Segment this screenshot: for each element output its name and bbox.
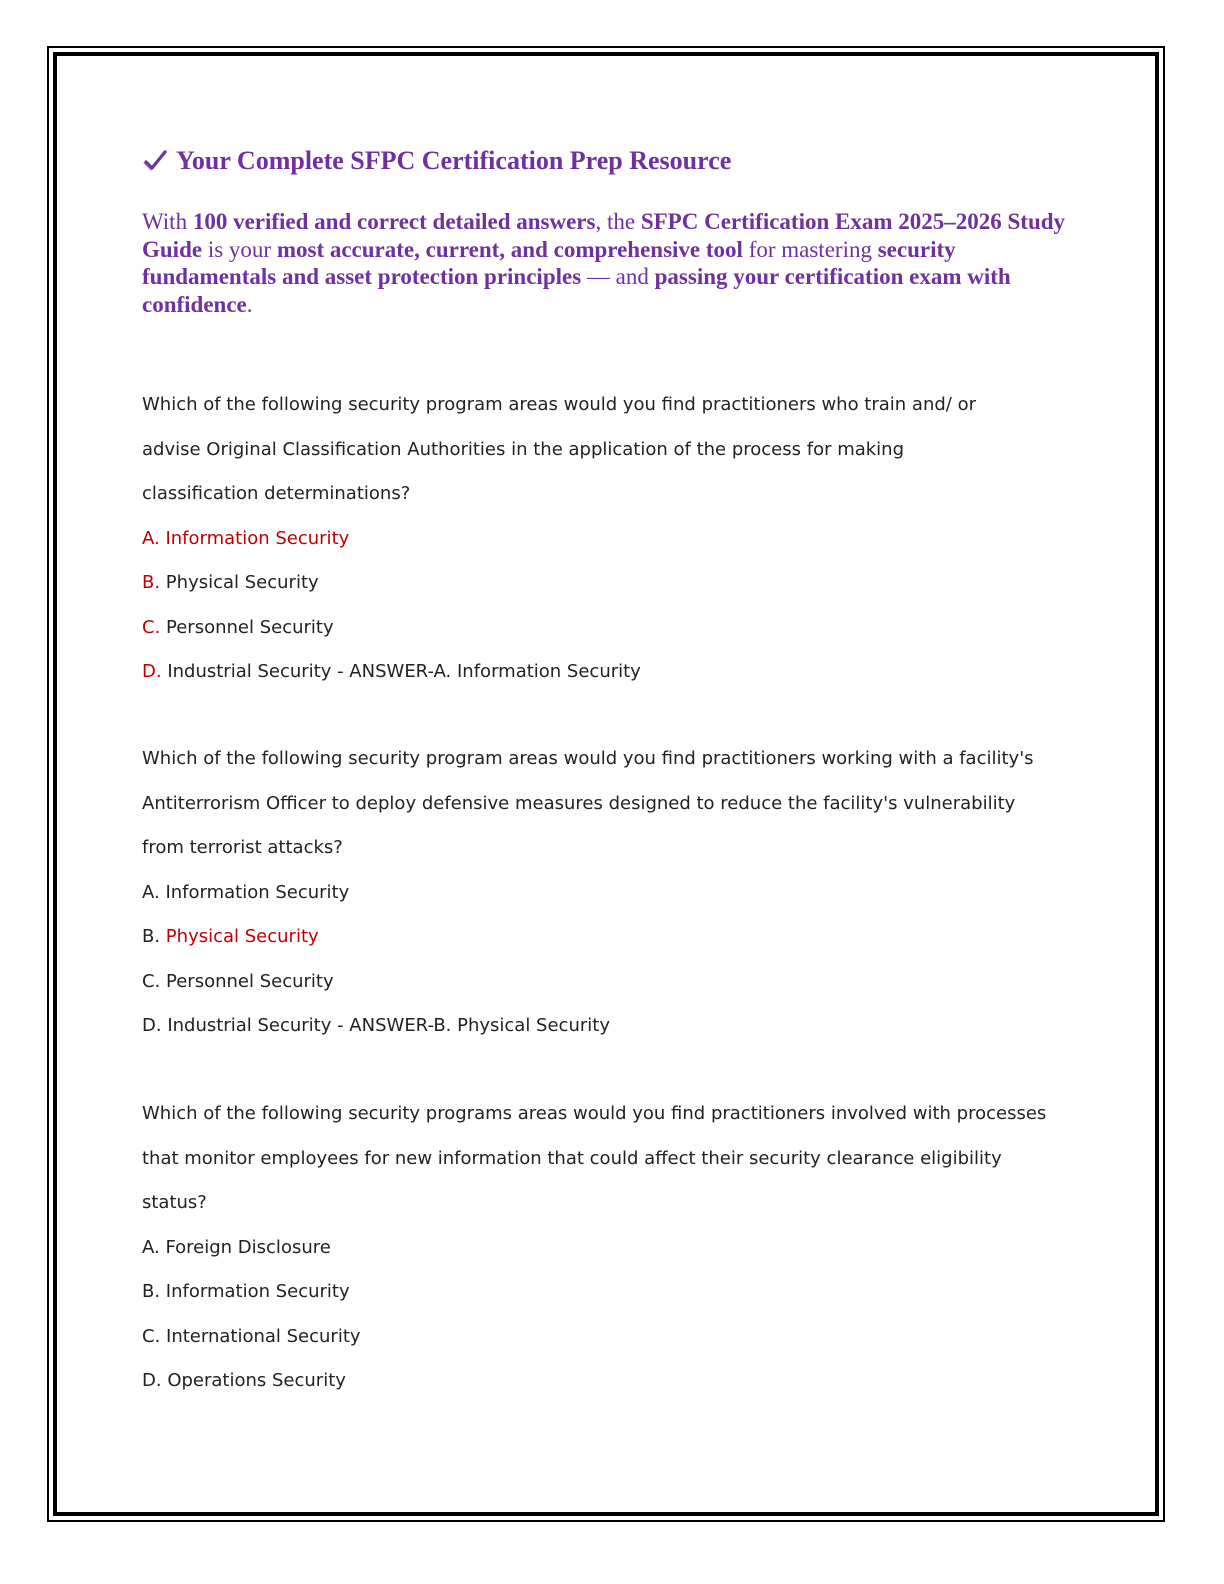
option-letter: C.	[142, 616, 161, 638]
question-text-line: advise Original Classification Authorities in the application of the process for making	[142, 438, 905, 460]
option-text: Physical Security	[160, 572, 319, 593]
option-letter: B.	[142, 926, 161, 947]
option-text: Foreign Disclosure	[159, 1236, 331, 1258]
option-text: Information Security	[159, 527, 350, 549]
option-text: Physical Security	[160, 926, 319, 947]
intro-text: is your	[202, 236, 277, 262]
option-letter: D.	[142, 1015, 162, 1036]
option-b	[142, 915, 1072, 960]
option-letter: A.	[142, 881, 160, 903]
option-c	[142, 960, 1072, 1005]
option-c	[142, 606, 1072, 651]
option-text: Personnel Security	[160, 970, 334, 992]
question-text-line: Antiterrorism Officer to deploy defensive measures designed to reduce the facility's vulnerability	[142, 792, 1016, 814]
option-d	[142, 1004, 1072, 1049]
question-text-line: that monitor employees for new information that could affect their security clearance eligibility	[142, 1147, 1002, 1169]
intro-text: for mastering	[742, 236, 878, 262]
question-text-line: classification determinations?	[142, 483, 411, 504]
option-text: Industrial Security - ANSWER-A. Information Security	[161, 661, 641, 682]
question-text-line: Which of the following security program areas would you find practitioners who train and/ or	[142, 394, 976, 415]
option-a	[142, 1226, 1072, 1271]
option-b	[142, 1270, 1072, 1315]
option-letter: A.	[142, 1236, 160, 1258]
intro-paragraph	[142, 208, 1072, 318]
option-letter: C.	[142, 1325, 161, 1347]
option-d	[142, 650, 1072, 695]
intro-bold: passing your certification exam with confidence	[142, 264, 1011, 317]
intro-bold: SFPC Certification Exam 2025–2026 Study Guide	[142, 209, 1066, 262]
question-text-line: status?	[142, 1192, 207, 1213]
intro-bold: security fundamentals and asset protection principles	[142, 236, 956, 289]
option-text: International Security	[160, 1325, 361, 1347]
option-a	[142, 871, 1072, 916]
heading-text: Your Complete SFPC Certification Prep Resource	[176, 146, 732, 175]
intro-bold: most accurate, current, and comprehensive tool	[276, 236, 743, 262]
option-text: Industrial Security - ANSWER-B. Physical Security	[161, 1015, 610, 1036]
question-text-line: from terrorist attacks?	[142, 837, 343, 858]
option-text: Information Security	[160, 1281, 350, 1302]
intro-text: — and	[581, 264, 655, 289]
question-3	[142, 1092, 1072, 1404]
option-c	[142, 1315, 1072, 1360]
check-icon	[142, 148, 168, 174]
option-text: Information Security	[159, 881, 350, 903]
option-letter: A.	[142, 527, 160, 549]
intro-text: , the	[595, 209, 641, 234]
option-letter: D.	[142, 661, 162, 682]
question-2	[142, 737, 1072, 1049]
option-letter: D.	[142, 1370, 162, 1391]
question-1	[142, 383, 1072, 695]
option-letter: B.	[142, 572, 161, 593]
option-text: Operations Security	[161, 1370, 346, 1391]
intro-bold: 100 verified and correct detailed answers	[192, 209, 596, 234]
option-d	[142, 1359, 1072, 1404]
option-text: Personnel Security	[160, 616, 334, 638]
option-b	[142, 561, 1072, 606]
page-heading	[142, 146, 1072, 176]
option-letter: B.	[142, 1281, 161, 1302]
intro-text: .	[246, 291, 253, 317]
option-a	[142, 517, 1072, 562]
question-text-line: Which of the following security programs areas would you find practitioners involved with processes	[142, 1103, 1047, 1124]
intro-text: With	[142, 209, 193, 234]
question-text-line: Which of the following security program areas would you find practitioners working with a facility's	[142, 748, 1034, 769]
option-letter: C.	[142, 970, 161, 992]
